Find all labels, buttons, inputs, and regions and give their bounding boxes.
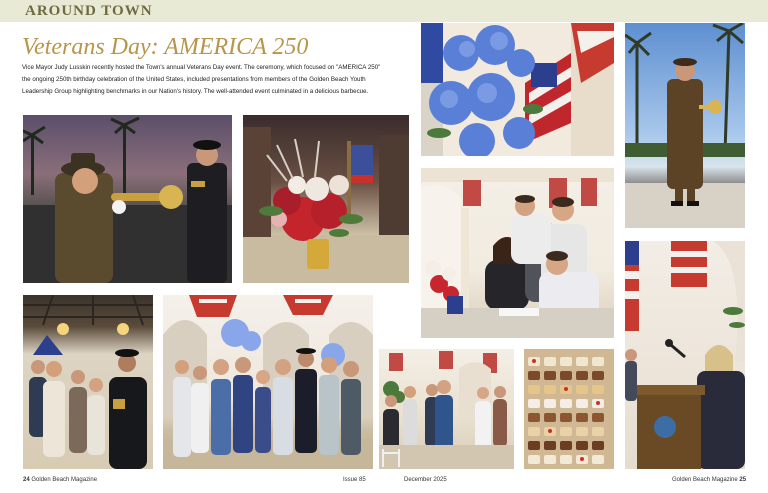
photo-officer-bugle-street (625, 23, 745, 228)
article-body-line-1: Vice Mayor Judy Lusskin recently hosted the Town's annual Veterans Day event. The ceremony, which focused on "AMERICA 250" (22, 64, 381, 71)
photo-crowd-tables (379, 349, 514, 469)
photo-desserts (524, 349, 614, 469)
page-number-right: 25 (739, 477, 747, 483)
footer-magazine-left: Golden Beach Magazine (31, 477, 98, 483)
photo-family-table (421, 168, 614, 338)
article-title: Veterans Day: AMERICA 250 (22, 34, 309, 60)
page-number-left: 24 (23, 477, 30, 483)
section-heading: AROUND TOWN (25, 3, 153, 19)
footer-magazine-right: Golden Beach Magazine (672, 477, 738, 483)
photo-podium-speaker (625, 241, 745, 469)
photo-hydrangea-flags (421, 23, 614, 156)
photo-youth-group (163, 295, 373, 469)
photo-group-pavilion (23, 295, 153, 469)
footer-issue: Issue 85 (343, 477, 366, 483)
article-body-line-2: the ongoing 250th birthday celebration of the United States, included presentations from members of the Golden Beach Youth (22, 76, 366, 83)
article-body-line-3: Leadership Group highlighting benchmarks in our Nation's history. The well-attended event culminated in a delicious barbecue. (22, 88, 369, 95)
footer-right-page (672, 477, 746, 483)
photo-floral-centerpiece (243, 115, 409, 283)
footer-date: December 2025 (404, 477, 447, 483)
photo-bugler-officer-night (23, 115, 232, 283)
footer-left-page (23, 477, 97, 483)
